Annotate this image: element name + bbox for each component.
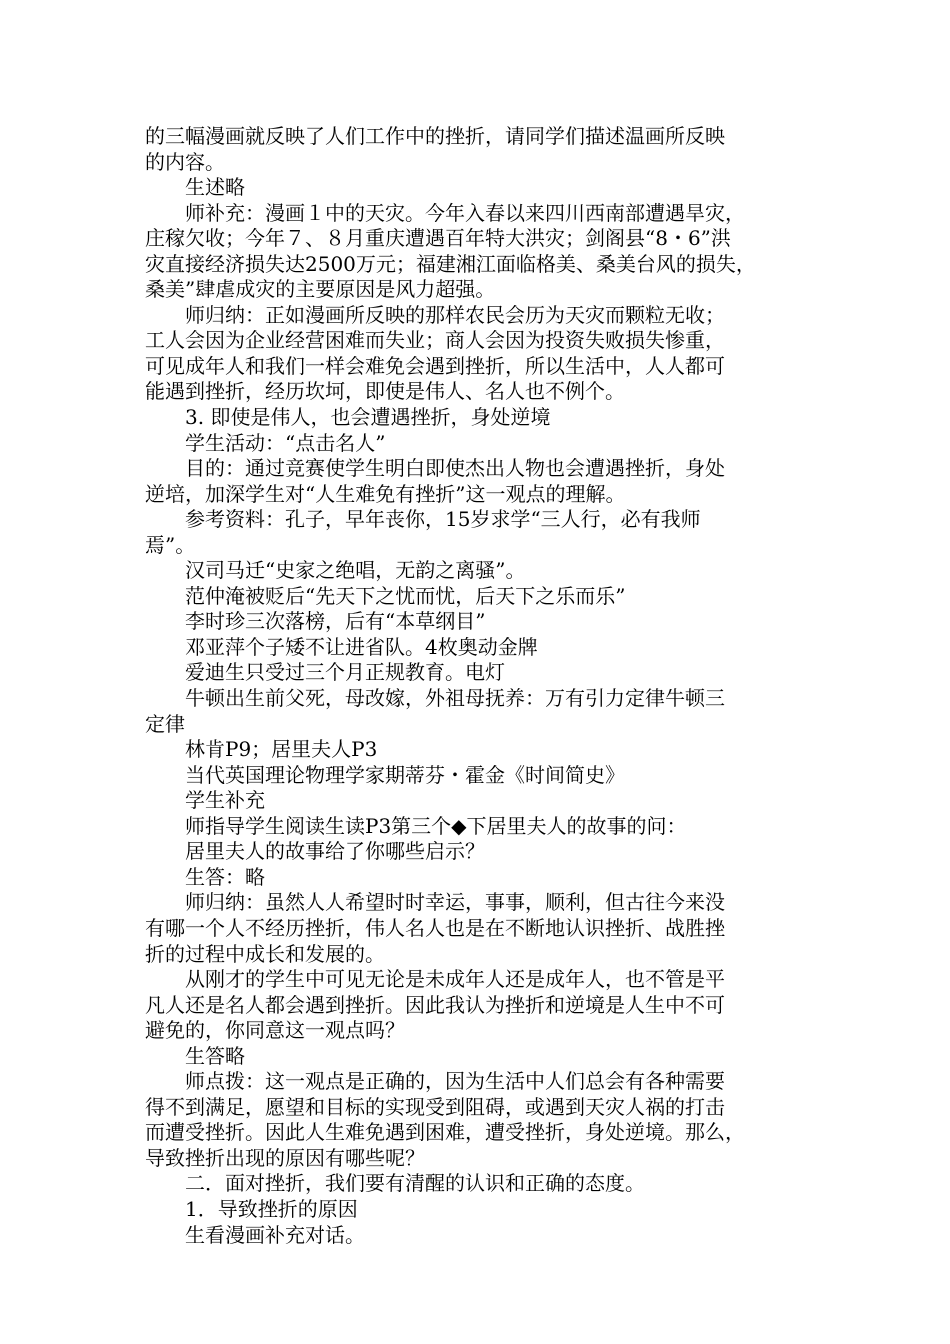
text-line: 有哪一个人不经历挫折，伟人名人也是在不断地认识挫折、战胜挫 (145, 915, 725, 940)
text-line: 学生补充 (185, 788, 265, 813)
text-line: 避免的，你同意这一观点吗？ (145, 1018, 405, 1043)
text-line: 逆培，加深学生对“人生难免有挫折”这一观点的理解。 (145, 481, 626, 506)
text-line: 生看漫画补充对话。 (185, 1222, 365, 1247)
text-line: 庄稼欠收；今年７、８月重庆遭遇百年特大洪灾；剑阁县“8・6”洪 (145, 226, 731, 251)
text-line: 折的过程中成长和发展的。 (145, 941, 385, 966)
text-line: 定律 (145, 711, 185, 736)
text-line: 居里夫人的故事给了你哪些启示？ (185, 839, 485, 864)
text-line: 生答：略 (185, 864, 265, 889)
text-line: 焉”。 (145, 532, 196, 557)
text-line: 林肯P9；居里夫人P3 (185, 737, 378, 762)
document-body (145, 124, 815, 1248)
text-line: 学生活动：“点击名人” (185, 430, 386, 455)
text-line: 灾直接经济损失达2500万元；福建湘江面临格美、桑美台风的损失， (145, 251, 756, 276)
text-line: 的三幅漫画就反映了人们工作中的挫折，请同学们描述温画所反映 (145, 124, 725, 148)
text-line: 师归纳：正如漫画所反映的那样农民会历为天灾而颗粒无收； (185, 302, 725, 327)
text-line: 可见成年人和我们一样会难免会遇到挫折，所以生活中，人人都可 (145, 353, 725, 378)
text-line: 从刚才的学生中可见无论是未成年人还是成年人，也不管是平 (185, 967, 725, 992)
text-line: 邓亚萍个子矮不让进省队。4枚奥动金牌 (185, 634, 538, 659)
text-line: 爱迪生只受过三个月正规教育。电灯 (185, 660, 505, 685)
text-line: 范仲淹被贬后“先天下之忧而忧，后天下之乐而乐” (185, 583, 626, 608)
text-line: 的内容。 (145, 149, 225, 174)
text-line: 桑美”肆虐成灾的主要原因是风力超强。 (145, 277, 496, 302)
text-line: 师归纳：虽然人人希望时时幸运，事事，顺利，但古往今来没 (185, 890, 725, 915)
text-line: 导致挫折出现的原因有哪些呢？ (145, 1145, 425, 1170)
text-line: 李时珍三次落榜，后有“本草纲目” (185, 609, 486, 634)
text-line: 1．导致挫折的原因 (185, 1196, 358, 1221)
text-line: 当代英国理论物理学家期蒂芬・霍金《时间简史》 (185, 762, 625, 787)
text-line: 生述略 (185, 175, 245, 200)
text-line: 师点拨：这一观点是正确的，因为生活中人们总会有各种需要 (185, 1069, 725, 1094)
text-line: 参考资料：孔子，早年丧你，15岁求学“三人行，必有我师 (185, 507, 701, 532)
text-line: 汉司马迁“史家之绝唱，无韵之离骚”。 (185, 558, 526, 583)
text-line: 而遭受挫折。因此人生难免遇到困难，遭受挫折，身处逆境。那么， (145, 1120, 745, 1145)
text-line: 能遇到挫折，经历坎坷，即使是伟人、名人也不例个。 (145, 379, 625, 404)
text-line: 生答略 (185, 1043, 245, 1068)
text-line: 工人会因为企业经营困难而失业；商人会因为投资失败损失惨重， (145, 328, 725, 353)
text-line: 3. 即使是伟人，也会遭遇挫折，身处逆境 (185, 405, 551, 430)
text-line: 师补充：漫画１中的天灾。今年入春以来四川西南部遭遇旱灾， (185, 200, 745, 225)
text-line: 二．面对挫折，我们要有清醒的认识和正确的态度。 (185, 1171, 645, 1196)
text-line: 师指导学生阅读生读P3第三个◆下居里夫人的故事的问： (185, 813, 687, 838)
text-line: 凡人还是名人都会遇到挫折。因此我认为挫折和逆境是人生中不可 (145, 992, 725, 1017)
text-line: 目的：通过竞赛使学生明白即使杰出人物也会遭遇挫折，身处 (185, 456, 725, 481)
text-line: 得不到满足，愿望和目标的实现受到阻碍，或遇到天灾人祸的打击 (145, 1094, 725, 1119)
text-line: 牛顿出生前父死，母改嫁，外祖母抚养：万有引力定律牛顿三 (185, 686, 725, 711)
